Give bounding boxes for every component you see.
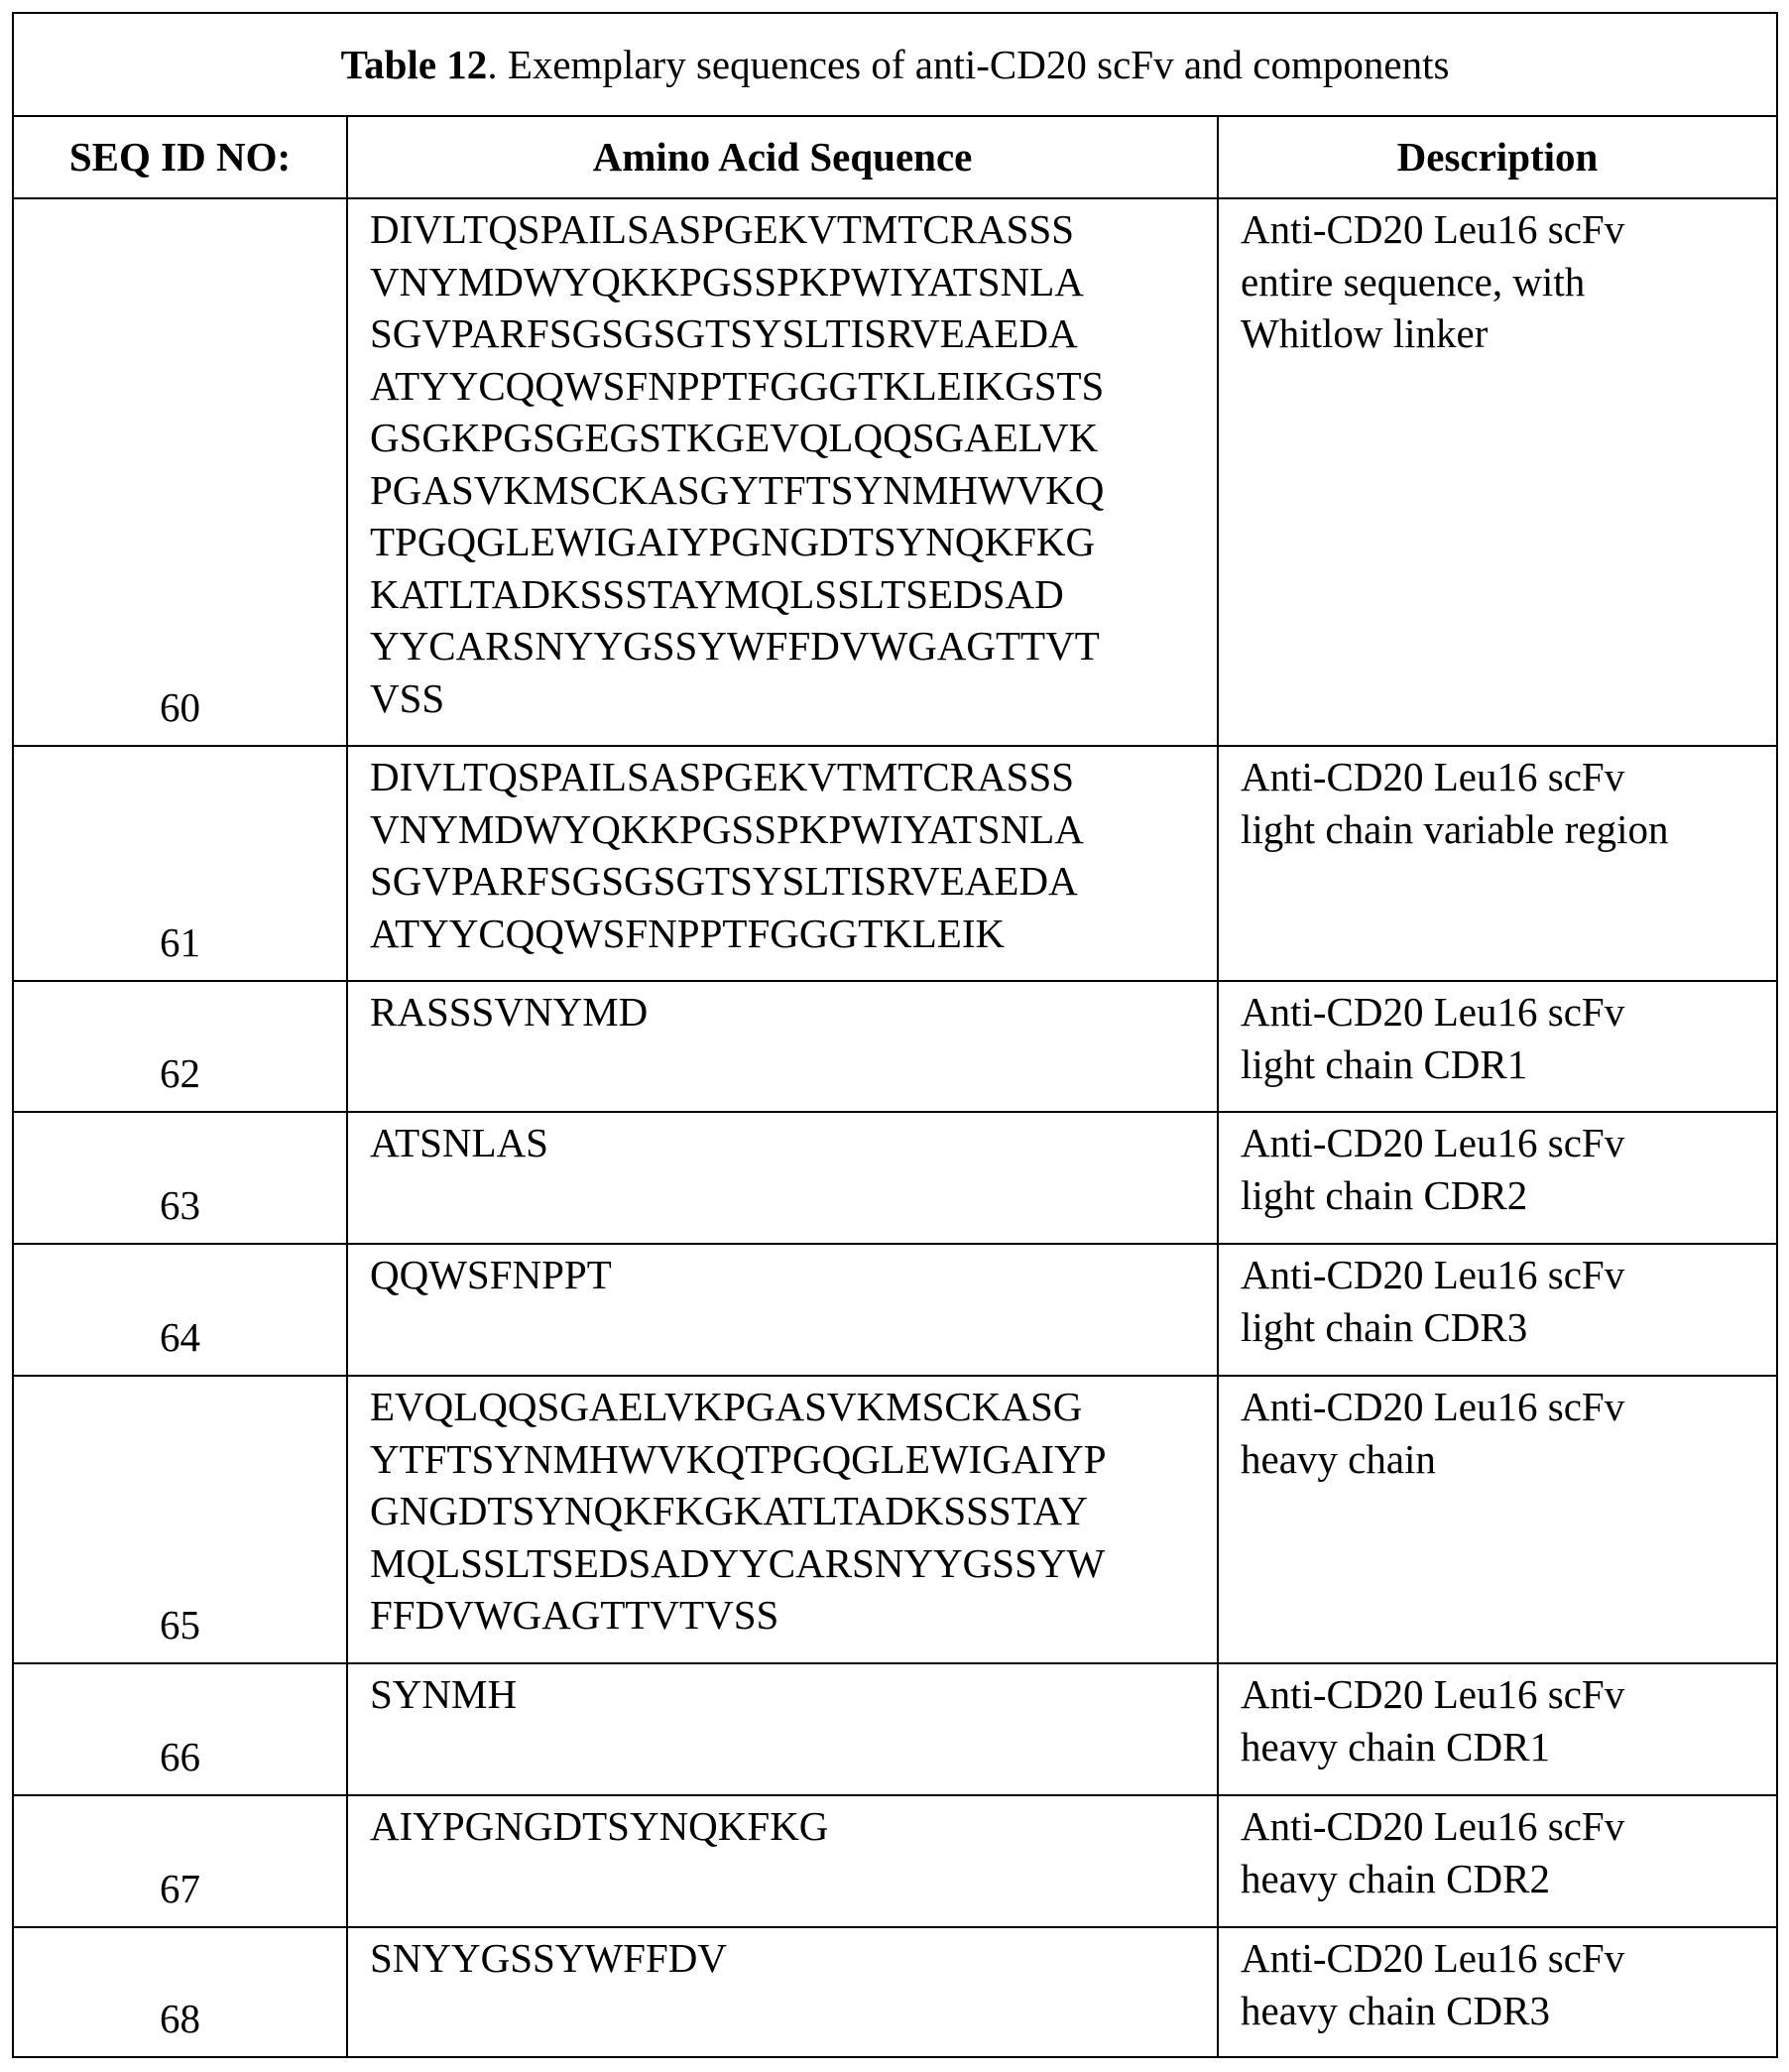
sequence-cell: DIVLTQSPAILSASPGEKVTMTCRASSS VNYMDWYQKKPGSSPKPWIYATSNLA SGVPARFSGSGSGTSYSLTISRVEAEDA ATYYCQQWSFNPPTFGGGTKLEIKGSTS GSGKPGSGEGSTKGEVQLQQSGAELVK PGASVKMSCKASGYTFTSYNMHWVKQ TPGQGLEWIGAIYPGNGDTSYNQKFKG KATLTADKSSSTAYMQLSSLTSEDSAD YYCARSNYYGSSYWFFDVWGAGTTVT VSS (347, 198, 1218, 746)
sequence-cell: SNYYGSSYWFFDV (347, 1927, 1218, 2057)
table-row (13, 1244, 1777, 1376)
title-row (13, 13, 1777, 116)
seq-id-cell: 64 (13, 1244, 347, 1376)
seq-id-cell: 68 (13, 1927, 347, 2057)
sequence-cell: SYNMH (347, 1663, 1218, 1795)
description-cell: Anti-CD20 Leu16 scFv light chain CDR1 (1218, 981, 1777, 1112)
header-seq-id: SEQ ID NO: (13, 116, 347, 198)
seq-id-cell: 60 (13, 198, 347, 746)
sequence-cell: QQWSFNPPT (347, 1244, 1218, 1376)
table-label: Table 12 (341, 42, 488, 87)
table-title (13, 13, 1777, 116)
table-row (13, 1795, 1777, 1927)
seq-id-cell: 61 (13, 746, 347, 981)
sequence-cell: AIYPGNGDTSYNQKFKG (347, 1795, 1218, 1927)
table-row (13, 1663, 1777, 1795)
sequence-table (12, 12, 1778, 2058)
header-description: Description (1218, 116, 1777, 198)
table-row (13, 746, 1777, 981)
description-cell: Anti-CD20 Leu16 scFv heavy chain CDR2 (1218, 1795, 1777, 1927)
seq-id-cell: 65 (13, 1376, 347, 1663)
description-cell: Anti-CD20 Leu16 scFv light chain CDR3 (1218, 1244, 1777, 1376)
description-cell: Anti-CD20 Leu16 scFv heavy chain CDR3 (1218, 1927, 1777, 2057)
table-row (13, 1927, 1777, 2057)
seq-id-cell: 62 (13, 981, 347, 1112)
sequence-cell: ATSNLAS (347, 1112, 1218, 1244)
sequence-cell: EVQLQQSGAELVKPGASVKMSCKASG YTFTSYNMHWVKQTPGQGLEWIGAIYP GNGDTSYNQKFKGKATLTADKSSSTAY MQLSSLTSEDSADYYCARSNYYGSSYW FFDVWGAGTTVTVSS (347, 1376, 1218, 1663)
table-caption: . Exemplary sequences of anti-CD20 scFv and components (487, 42, 1449, 87)
seq-id-cell: 63 (13, 1112, 347, 1244)
description-cell: Anti-CD20 Leu16 scFv heavy chain CDR1 (1218, 1663, 1777, 1795)
table-row (13, 1376, 1777, 1663)
table-row (13, 1112, 1777, 1244)
header-amino-acid-sequence: Amino Acid Sequence (347, 116, 1218, 198)
table-row (13, 198, 1777, 746)
sequence-cell: RASSSVNYMD (347, 981, 1218, 1112)
seq-id-cell: 66 (13, 1663, 347, 1795)
seq-id-cell: 67 (13, 1795, 347, 1927)
header-row (13, 116, 1777, 198)
description-cell: Anti-CD20 Leu16 scFv light chain variable region (1218, 746, 1777, 981)
description-cell: Anti-CD20 Leu16 scFv heavy chain (1218, 1376, 1777, 1663)
table-row (13, 981, 1777, 1112)
sequence-cell: DIVLTQSPAILSASPGEKVTMTCRASSS VNYMDWYQKKPGSSPKPWIYATSNLA SGVPARFSGSGSGTSYSLTISRVEAEDA ATYYCQQWSFNPPTFGGGTKLEIK (347, 746, 1218, 981)
description-cell: Anti-CD20 Leu16 scFv entire sequence, with Whitlow linker (1218, 198, 1777, 746)
description-cell: Anti-CD20 Leu16 scFv light chain CDR2 (1218, 1112, 1777, 1244)
